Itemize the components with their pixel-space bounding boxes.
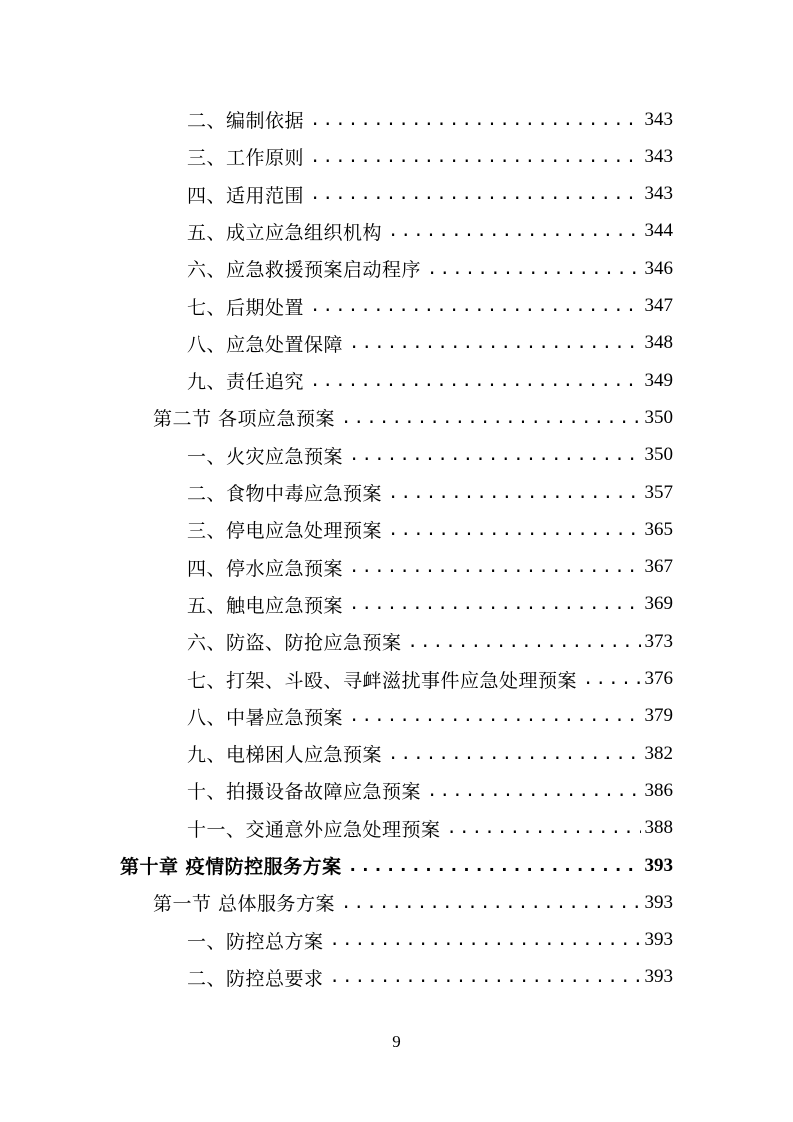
toc-entry-title: 九、电梯困人应急预案 (187, 744, 383, 767)
toc-entry-page: 347 (644, 295, 673, 316)
toc-entry-page: 357 (644, 481, 673, 503)
toc-entry[interactable] (187, 772, 673, 809)
toc-leader-dots (421, 259, 641, 279)
toc-entry-title: 六、应急救援预案启动程序 (187, 259, 422, 282)
toc-leader-dots (577, 669, 641, 689)
toc-entry-page: 348 (644, 332, 673, 354)
toc-entry[interactable] (187, 623, 673, 660)
toc-entry-title: 十、拍摄设备故障应急预案 (187, 781, 422, 804)
toc-entry[interactable] (187, 176, 673, 213)
toc-entry-page: 376 (644, 668, 673, 689)
toc-entry[interactable] (187, 810, 673, 847)
toc-entry-page: 343 (644, 145, 673, 167)
toc-leader-dots (421, 781, 641, 801)
toc-leader-dots (382, 520, 641, 540)
toc-entry-page: 343 (644, 183, 673, 205)
toc-leader-dots (304, 110, 641, 130)
toc-leader-dots (304, 147, 641, 167)
toc-entry-page: 386 (644, 779, 673, 801)
toc-entry-page: 388 (644, 817, 673, 839)
toc-entry-title: 一、火灾应急预案 (187, 445, 344, 468)
toc-entry[interactable] (187, 661, 673, 698)
toc-entry-page: 373 (644, 630, 673, 652)
toc-leader-dots (343, 706, 641, 726)
toc-leader-dots (402, 632, 641, 652)
toc-entry-page: 349 (644, 369, 673, 391)
toc-leader-dots (335, 408, 641, 428)
toc-leader-dots (304, 371, 641, 391)
toc-entry[interactable] (187, 213, 673, 250)
toc-entry-title: 七、打架、斗殴、寻衅滋扰事件应急处理预案 (187, 669, 578, 692)
toc-entry[interactable] (187, 325, 673, 362)
toc-entry-title: 二、食物中毒应急预案 (187, 483, 383, 505)
toc-entry[interactable] (187, 437, 673, 474)
toc-entry-title: 一、防控总方案 (187, 930, 324, 953)
toc-entry-title: 第二节 各项应急预案 (153, 408, 336, 431)
toc-entry[interactable] (187, 698, 673, 735)
toc-leader-dots (335, 893, 641, 913)
toc-entry[interactable] (187, 474, 673, 511)
toc-entry[interactable] (187, 735, 673, 772)
toc-entry-page: 393 (644, 854, 673, 876)
toc-entry-page: 365 (644, 518, 673, 540)
toc-leader-dots (343, 333, 641, 353)
table-of-contents (0, 101, 793, 1001)
toc-entry-page: 393 (644, 966, 673, 988)
toc-entry-title: 九、责任追究 (187, 371, 305, 394)
toc-entry-title: 五、成立应急组织机构 (187, 221, 383, 244)
toc-leader-dots (342, 856, 641, 876)
toc-entry[interactable] (187, 250, 673, 287)
toc-leader-dots (441, 818, 641, 838)
toc-entry-title: 八、应急处置保障 (187, 333, 344, 356)
page-number: 9 (392, 1032, 401, 1051)
toc-entry-page: 379 (644, 705, 673, 727)
toc-entry-title: 八、中暑应急预案 (187, 706, 344, 729)
toc-leader-dots (324, 930, 641, 950)
toc-entry[interactable] (187, 288, 673, 325)
toc-leader-dots (382, 483, 641, 503)
toc-leader-dots (382, 221, 641, 241)
toc-entry-page: 369 (644, 593, 673, 615)
toc-entry-page: 350 (644, 406, 673, 428)
toc-entry-page: 382 (644, 742, 673, 764)
toc-leader-dots (382, 744, 641, 764)
toc-entry-title: 第十章 疫情防控服务方案 (120, 856, 342, 878)
toc-entry[interactable] (187, 101, 673, 138)
toc-entry[interactable] (187, 922, 673, 959)
toc-entry-title: 三、工作原则 (187, 147, 305, 170)
toc-leader-dots (343, 445, 641, 465)
toc-entry-page: 393 (644, 929, 673, 951)
toc-leader-dots (343, 557, 641, 577)
toc-entry-title: 四、停水应急预案 (187, 557, 344, 580)
toc-entry[interactable] (187, 138, 673, 175)
toc-entry-title: 第一节 总体服务方案 (153, 893, 336, 916)
toc-entry-page: 346 (644, 257, 673, 279)
toc-entry-page: 343 (644, 108, 673, 130)
toc-entry-page: 344 (644, 220, 673, 242)
toc-entry-title: 四、适用范围 (187, 184, 305, 207)
toc-entry-title: 二、防控总要求 (187, 967, 324, 990)
toc-entry-page: 350 (644, 444, 673, 466)
toc-entry-title: 五、触电应急预案 (187, 594, 344, 617)
toc-entry[interactable] (187, 959, 673, 996)
toc-leader-dots (304, 184, 641, 204)
toc-leader-dots (343, 594, 641, 614)
toc-section-entry[interactable] (153, 884, 673, 921)
toc-entry-title: 十一、交通意外应急处理预案 (187, 818, 441, 841)
toc-section-entry[interactable] (153, 399, 673, 436)
toc-entry[interactable] (187, 511, 673, 548)
toc-leader-dots (324, 967, 641, 987)
toc-entry-title: 六、防盗、防抢应急预案 (187, 632, 402, 655)
toc-leader-dots (304, 296, 641, 316)
toc-entry-title: 三、停电应急处理预案 (187, 520, 383, 543)
toc-entry-page: 393 (644, 891, 673, 913)
toc-chapter-entry[interactable] (120, 847, 673, 884)
toc-entry-title: 二、编制依据 (187, 110, 305, 132)
toc-entry[interactable] (187, 586, 673, 623)
toc-entry-title: 七、后期处置 (187, 296, 305, 319)
toc-entry[interactable] (187, 549, 673, 586)
toc-entry-page: 367 (644, 556, 673, 578)
toc-entry[interactable] (187, 362, 673, 399)
